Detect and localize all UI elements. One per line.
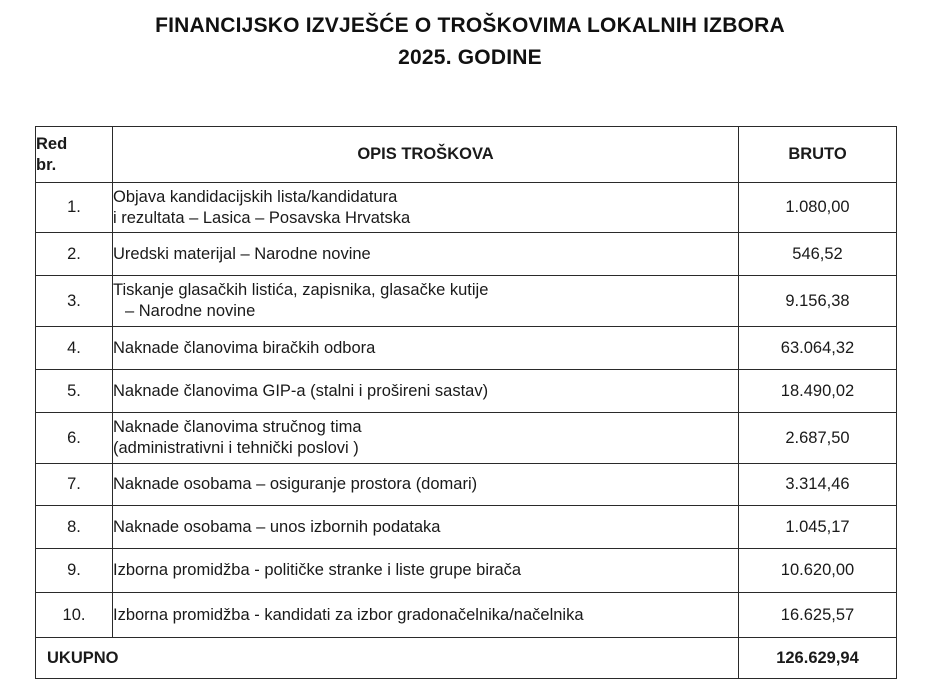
row-amount: 2.687,50 (739, 413, 897, 464)
header-row-number-line1: Red (36, 134, 68, 153)
header-description: OPIS TROŠKOVA (113, 127, 739, 183)
row-amount: 1.080,00 (739, 183, 897, 233)
row-amount: 9.156,38 (739, 276, 897, 327)
table-row (36, 370, 897, 413)
header-row-number-line2: br. (36, 155, 57, 174)
row-number: 1. (36, 183, 113, 233)
row-description-line: i rezultata – Lasica – Posavska Hrvatska (113, 208, 411, 227)
row-description: Naknade osobama – unos izbornih podataka (113, 506, 739, 549)
row-description: Uredski materijal – Narodne novine (113, 233, 739, 276)
row-description-line: Naknade članovima stručnog tima (113, 418, 362, 436)
row-amount: 10.620,00 (739, 549, 897, 593)
row-description (113, 276, 739, 327)
row-description-line: Tiskanje glasačkih listića, zapisnika, glasačke kutije (113, 281, 489, 299)
row-description: Izborna promidžba - političke stranke i liste grupe birača (113, 549, 739, 593)
row-description-line: – Narodne novine (125, 302, 256, 320)
row-amount: 1.045,17 (739, 506, 897, 549)
row-number: 4. (36, 327, 113, 370)
costs-table (35, 126, 897, 679)
row-number: 8. (36, 506, 113, 549)
report-year: 2025. GODINE (398, 46, 542, 69)
table-row (36, 506, 897, 549)
table-row (36, 327, 897, 370)
row-description-line: (administrativni i tehnički poslovi ) (113, 439, 359, 457)
row-description (113, 183, 739, 233)
table-row (36, 276, 897, 327)
table-row (36, 413, 897, 464)
row-description-line: Objava kandidacijskih lista/kandidatura (113, 187, 398, 206)
row-number: 2. (36, 233, 113, 276)
row-amount: 18.490,02 (739, 370, 897, 413)
row-number: 10. (36, 593, 113, 638)
row-description: Naknade članovima biračkih odbora (113, 327, 739, 370)
row-amount: 16.625,57 (739, 593, 897, 638)
row-amount: 546,52 (739, 233, 897, 276)
table-row (36, 233, 897, 276)
table-row (36, 593, 897, 638)
row-description: Naknade osobama – osiguranje prostora (domari) (113, 464, 739, 506)
row-description: Izborna promidžba - kandidati za izbor gradonačelnika/načelnika (113, 593, 739, 638)
header-row (36, 127, 897, 183)
row-number: 5. (36, 370, 113, 413)
row-description: Naknade članovima GIP-a (stalni i prošireni sastav) (113, 370, 739, 413)
row-number: 6. (36, 413, 113, 464)
table-row (36, 549, 897, 593)
row-number: 9. (36, 549, 113, 593)
header-amount: BRUTO (739, 127, 897, 183)
table-row (36, 183, 897, 233)
report-title: FINANCIJSKO IZVJEŠĆE O TROŠKOVIMA LOKALNIH IZBORA (155, 14, 785, 37)
row-description (113, 413, 739, 464)
total-row (36, 638, 897, 679)
total-label: UKUPNO (36, 638, 739, 679)
table-row (36, 464, 897, 506)
row-amount: 3.314,46 (739, 464, 897, 506)
row-number: 3. (36, 276, 113, 327)
row-number: 7. (36, 464, 113, 506)
total-amount: 126.629,94 (739, 638, 897, 679)
header-row-number (36, 127, 113, 183)
row-amount: 63.064,32 (739, 327, 897, 370)
